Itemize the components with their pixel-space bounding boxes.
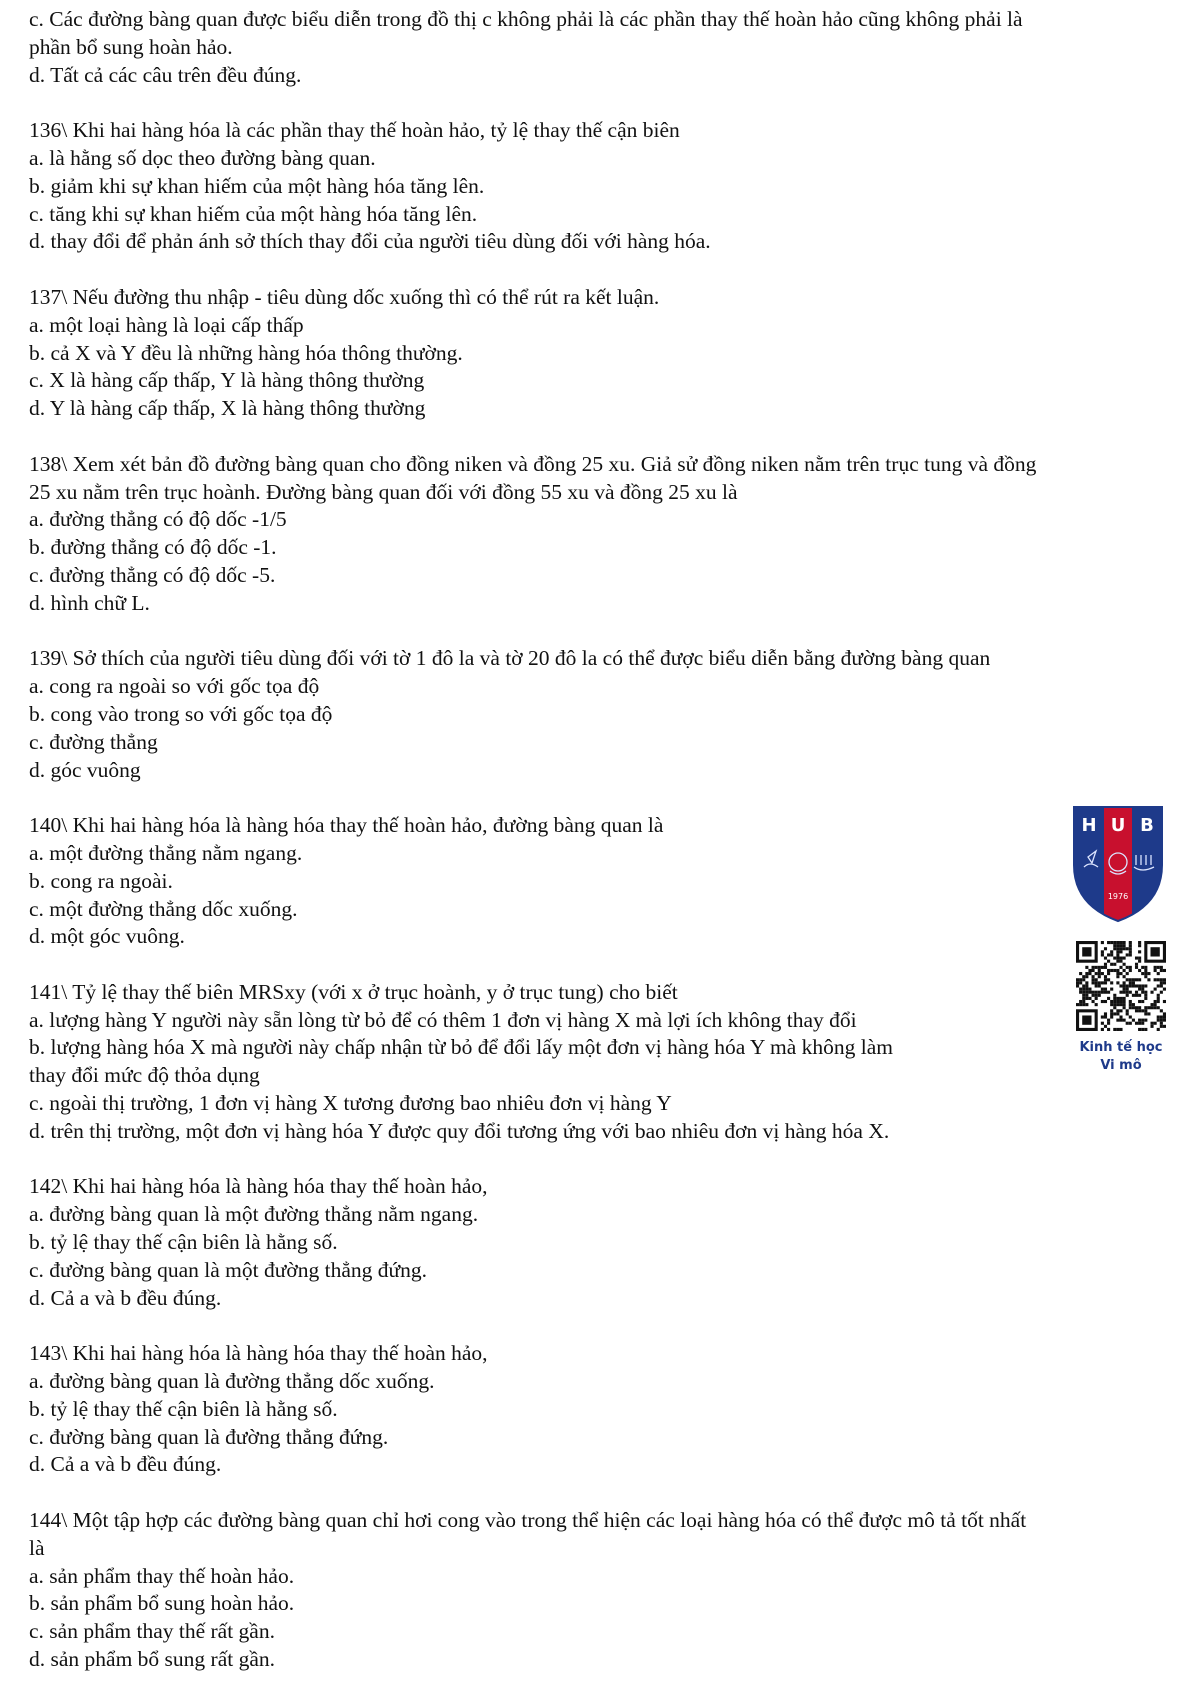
answer-option: c. đường thẳng có độ dốc -5. — [29, 562, 276, 587]
answer-option: d. Cả a và b đều đúng. — [29, 1285, 222, 1310]
question-141 — [29, 979, 1169, 1146]
side-label-line2: Vi mô — [1100, 1058, 1142, 1073]
qr-code-icon — [1076, 941, 1166, 1031]
question-143 — [29, 1340, 1169, 1479]
question-136 — [29, 117, 1169, 256]
question-144 — [29, 1507, 1169, 1674]
logo-year: 1976 — [1107, 892, 1129, 901]
question-title: 138\ Xem xét bản đồ đường bàng quan cho đồng niken và đồng 25 xu. Giả sử đồng niken nằm trên trục tung và đồng — [29, 451, 1037, 476]
answer-option: b. cong ra ngoài. — [29, 868, 173, 893]
answer-option: d. sản phẩm bổ sung rất gần. — [29, 1647, 276, 1672]
logo-letter-u: U — [1110, 815, 1126, 836]
answer-option: b. tỷ lệ thay thế cận biên là hằng số. — [29, 1396, 338, 1421]
intro-line: phần bổ sung hoàn hảo. — [29, 34, 233, 59]
answer-option: c. sản phẩm thay thế rất gần. — [29, 1619, 275, 1644]
question-142 — [29, 1173, 1169, 1312]
hub-logo — [1070, 805, 1166, 923]
answer-option: a. cong ra ngoài so với gốc tọa độ — [29, 674, 320, 699]
answer-option: b. lượng hàng hóa X mà người này chấp nhận từ bỏ để đổi lấy một đơn vị hàng hóa Y mà không làm — [29, 1035, 894, 1060]
question-138 — [29, 451, 1169, 618]
intro-line: c. Các đường bàng quan được biểu diễn trong đồ thị c không phải là các phần thay thế hoàn hảo cũng không phải là — [29, 7, 1023, 31]
answer-option: a. một đường thẳng nằm ngang. — [29, 840, 303, 865]
question-title: 142\ Khi hai hàng hóa là hàng hóa thay thế hoàn hảo, — [29, 1174, 488, 1199]
question-139 — [29, 645, 1169, 784]
answer-option: d. Cả a và b đều đúng. — [29, 1452, 222, 1477]
answer-option: c. tăng khi sự khan hiếm của một hàng hóa tăng lên. — [29, 201, 478, 226]
answer-option: c. đường thẳng — [29, 729, 158, 754]
question-title: 143\ Khi hai hàng hóa là hàng hóa thay thế hoàn hảo, — [29, 1341, 488, 1366]
logo-letter-h: H — [1081, 815, 1097, 836]
question-title-continued: 25 xu nằm trên trục hoành. Đường bàng quan đối với đồng 55 xu và đồng 25 xu là — [29, 479, 738, 504]
question-137 — [29, 284, 1169, 423]
answer-option: a. sản phẩm thay thế hoàn hảo. — [29, 1563, 295, 1588]
question-title: 141\ Tỷ lệ thay thế biên MRSxy (với x ở trục hoành, y ở trục tung) cho biết — [29, 979, 678, 1004]
answer-option: c. một đường thẳng dốc xuống. — [29, 896, 298, 921]
question-title: 139\ Sở thích của người tiêu dùng đối với tờ 1 đô la và tờ 20 đô la có thể được biểu diễn bằng đường bàng quan — [29, 646, 991, 671]
answer-option: b. cong vào trong so với gốc tọa độ — [29, 701, 333, 726]
answer-option: c. đường bàng quan là đường thẳng đứng. — [29, 1424, 389, 1449]
answer-option-continued: thay đổi mức độ thỏa dụng — [29, 1063, 260, 1088]
answer-option: d. một góc vuông. — [29, 924, 185, 949]
document-page — [29, 6, 1169, 1674]
side-label-line1: Kinh tế học — [1079, 1040, 1163, 1055]
answer-option: b. đường thẳng có độ dốc -1. — [29, 535, 277, 560]
answer-option: b. sản phẩm bổ sung hoàn hảo. — [29, 1591, 295, 1616]
answer-option: c. ngoài thị trường, 1 đơn vị hàng X tương đương bao nhiêu đơn vị hàng Y — [29, 1091, 672, 1116]
question-140 — [29, 812, 1169, 951]
question-title: 136\ Khi hai hàng hóa là các phần thay thế hoàn hảo, tỷ lệ thay thế cận biên — [29, 118, 680, 143]
answer-option: b. cả X và Y đều là những hàng hóa thông thường. — [29, 340, 463, 365]
answer-option: d. góc vuông — [29, 757, 141, 782]
side-badge — [1066, 805, 1176, 1075]
answer-option: a. đường bàng quan là một đường thẳng nằm ngang. — [29, 1202, 479, 1227]
answer-option: a. một loại hàng là loại cấp thấp — [29, 312, 304, 337]
answer-option: a. đường thẳng có độ dốc -1/5 — [29, 507, 287, 532]
answer-option: c. X là hàng cấp thấp, Y là hàng thông thường — [29, 368, 425, 393]
answer-option: b. giảm khi sự khan hiếm của một hàng hóa tăng lên. — [29, 173, 485, 198]
logo-letter-b: B — [1140, 815, 1154, 836]
question-title: 140\ Khi hai hàng hóa là hàng hóa thay thế hoàn hảo, đường bàng quan là — [29, 813, 664, 838]
answer-option: d. hình chữ L. — [29, 590, 150, 615]
answer-option: b. tỷ lệ thay thế cận biên là hằng số. — [29, 1230, 338, 1255]
intro-line: d. Tất cả các câu trên đều đúng. — [29, 62, 302, 87]
answer-option: c. đường bàng quan là một đường thẳng đứng. — [29, 1257, 428, 1282]
answer-option: d. thay đổi để phản ánh sở thích thay đổi của người tiêu dùng đối với hàng hóa. — [29, 229, 711, 254]
answer-option: a. lượng hàng Y người này sẵn lòng từ bỏ để có thêm 1 đơn vị hàng X mà lợi ích không thay đổi — [29, 1007, 857, 1032]
question-title: 144\ Một tập hợp các đường bàng quan chỉ hơi cong vào trong thể hiện các loại hàng hóa có thể được mô tả tốt nhất — [29, 1508, 1027, 1533]
answer-option: a. là hằng số dọc theo đường bàng quan. — [29, 145, 376, 170]
answer-option: d. Y là hàng cấp thấp, X là hàng thông thường — [29, 396, 426, 421]
answer-option: d. trên thị trường, một đơn vị hàng hóa Y được quy đổi tương ứng với bao nhiêu đơn vị hàng hóa X. — [29, 1118, 890, 1143]
question-title-continued: là — [29, 1535, 45, 1560]
question-title: 137\ Nếu đường thu nhập - tiêu dùng dốc xuống thì có thể rút ra kết luận. — [29, 284, 660, 309]
intro-block — [29, 6, 1169, 89]
answer-option: a. đường bàng quan là đường thẳng dốc xuống. — [29, 1369, 435, 1394]
